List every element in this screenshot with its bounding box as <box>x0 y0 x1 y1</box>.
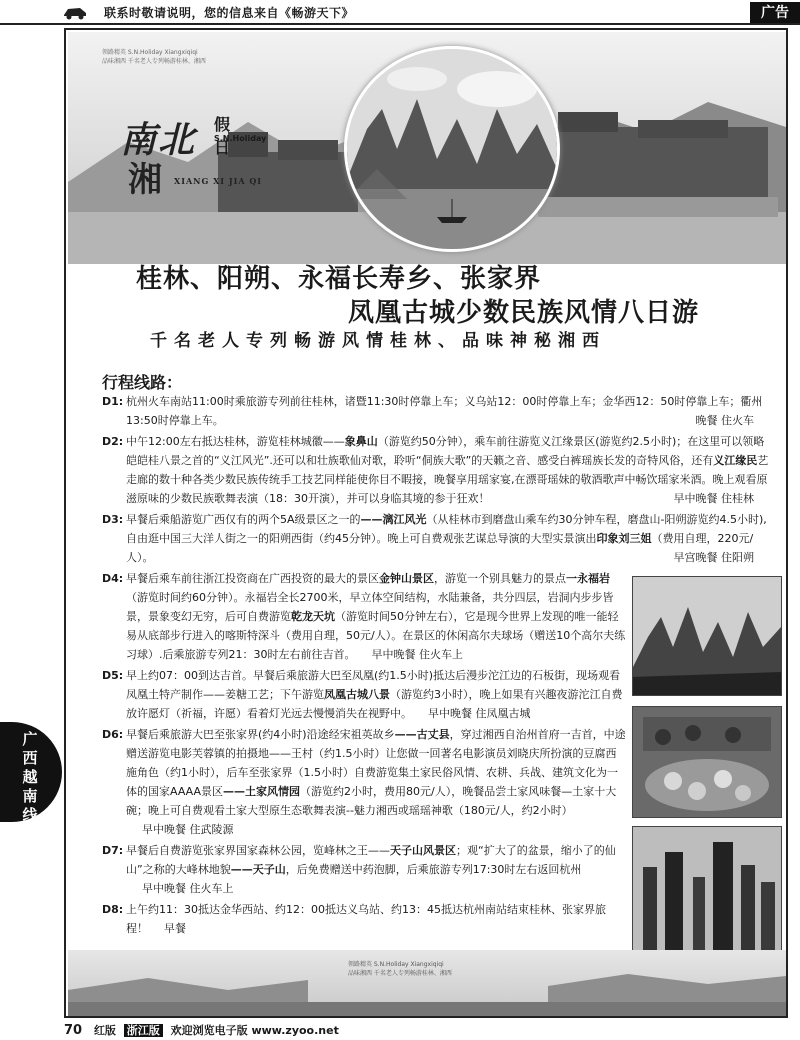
page-number: 70 <box>64 1023 83 1038</box>
route-heading: 行程线路： <box>102 373 183 392</box>
banner-brand: 领路精英 S.N.Holiday Xiangxiqiqi 品味湘西 千名老人专列畅游桂林、湘西 <box>102 49 206 65</box>
top-bar <box>0 0 800 24</box>
side-tab-label: 广西越南线 <box>22 730 38 824</box>
highlight-attraction: 义江缘民 <box>713 454 758 467</box>
top-divider <box>0 23 800 25</box>
car-logo-icon <box>62 4 88 20</box>
day-label: D6: <box>102 728 124 741</box>
day-text: 早餐后乘船游览广西仅有的两个5A级景区之一的 <box>126 513 361 526</box>
title-line-2: 凤凰古城少数民族风情八日游 <box>348 298 700 328</box>
banner-logo-xiang <box>128 152 263 201</box>
itinerary-day <box>102 432 774 508</box>
bottom-bar <box>64 1022 339 1038</box>
day-text: 艺走廊的数十种各类少数民族传统手工技艺同样能使你目不暇接，晚餐享用瑶家宴,在漂哥瑶妹的敬酒歌声中畅饮瑶家米酒。晚上观看原滋原味的少数民族歌舞表演（18：30开演），并可以身临其境的参于狂欢！ <box>126 454 769 505</box>
ad-label: 广告 <box>750 2 800 24</box>
logo-holiday-en: S.N.Holiday <box>214 134 267 143</box>
day-text: （游览时间50分钟左右），它是现今世界上发现的唯一能轻易从底部步行进入的喀斯特深斗（费用自理，50元/人）。在景区的休闲高尔夫球场（赠送10个高尔夫练习球）.后乘旅游专列21：30时左右前往吉首。 <box>126 610 626 661</box>
day-text: 上午约11：30抵达金华西站、约12：00抵达义乌站、约13：45抵达杭州南站结束桂林、张家界旅程！ <box>126 903 606 935</box>
meal-lodging: 早餐 <box>164 922 186 935</box>
itinerary-day <box>102 666 626 723</box>
logo-xiang-en: XIANG XI JIA QI <box>174 176 263 186</box>
itinerary-day <box>102 392 774 430</box>
subtitle: 千名老人专列畅游风情桂林、品味神秘湘西 <box>150 331 606 351</box>
province-label: 浙江版 <box>124 1024 163 1037</box>
highlight-attraction: 印象刘三姐 <box>596 532 652 545</box>
day-label: D8: <box>102 903 124 916</box>
ad-frame <box>64 28 788 1018</box>
tianzi-mountain-photo <box>632 826 782 956</box>
meal-lodging: 早中晚餐 住桂林 <box>673 492 754 505</box>
highlight-attraction: ——古丈县 <box>394 728 450 741</box>
lijiang-oval-photo <box>344 46 560 252</box>
footer-brand: 领路精英 S.N.Holiday Xiangxiqiqi 品味湘西 千名老人专列畅游桂林、湘西 <box>348 961 452 977</box>
meal-lodging: 早中晚餐 住凤凰古城 <box>428 707 531 720</box>
meal-lodging: 早中晚餐 住火车上 <box>142 882 234 895</box>
highlight-attraction: ——天子山 <box>230 863 286 876</box>
day-text: （游览约50分钟），乘车前往游览义江缘景区(游览约2.5小时)；在这里可以领略皑皑桂八景之首的“义江风光”.还可以和壮族歌仙对歌，聆听“侗族大歌”的天籁之音、感受白裤瑶族长发的奇特风俗，还有 <box>126 435 765 467</box>
contact-notice: 联系时敬请说明，您的信息来自《畅游天下》 <box>104 6 355 20</box>
section-side-tab <box>0 722 62 822</box>
day-text: （游览时间约60分钟）。永福岩全长2700米，早立体空间结构，水陆兼备，共分四层，岩洞内步步皆景，景象变幻无穷，后可自费游览 <box>126 591 614 623</box>
day-text: ；观“扩大了的盆景，缩小了的仙山”之称的大峰林地貌 <box>126 844 616 876</box>
logo-nanbei: 南北 <box>120 119 197 161</box>
highlight-attraction: ——漓江风光 <box>360 513 427 526</box>
logo-holiday: 假日 <box>214 115 231 157</box>
karst-mountain-photo <box>632 576 782 696</box>
day-label: D5: <box>102 669 124 682</box>
day-text: 早上约07：00到达吉首。早餐后乘旅游大巴至凤凰(约1.5小时)抵达后漫步沱江边的石板街，现场观看凤凰土特产制作——姜糖工艺；下午游览 <box>126 669 621 701</box>
itinerary-day <box>102 725 626 839</box>
day-label: D3: <box>102 513 124 526</box>
highlight-attraction: 一永福岩 <box>566 572 610 585</box>
day-text: 早餐后乘车前往浙江投资商在广西投资的最大的景区 <box>126 572 379 585</box>
day-text: ，后免费赠送中药泡脚，后乘旅游专列17:30时左右返回杭州 <box>285 863 582 876</box>
highlight-attraction: 天子山风景区 <box>390 844 456 857</box>
itinerary-day <box>102 900 626 938</box>
highlight-attraction: 乾龙天坑 <box>291 610 335 623</box>
meal-lodging: 晚餐 住火车 <box>695 414 754 427</box>
highlight-attraction: 象鼻山 <box>344 435 378 448</box>
day-label: D1: <box>102 395 124 408</box>
meal-lodging: 早宫晚餐 住阳朔 <box>673 551 754 564</box>
slogan: 欢迎浏览电子版 www.zyoo.net <box>170 1024 339 1037</box>
day-label: D4: <box>102 572 124 585</box>
itinerary-day <box>102 510 774 567</box>
day-text: 杭州火车南站11:00时乘旅游专列前往桂林，诸暨11:30时停靠上车；义乌站12：00时停靠上车；金华西12：50时停靠上车；衢州13:50时停靠上车。 <box>126 395 763 427</box>
meal-lodging: 早中晚餐 住武陵源 <box>142 823 234 836</box>
day-text: 早餐后乘旅游大巴至张家界(约4小时)沿途经宋祖英故乡 <box>126 728 395 741</box>
day-label: D2: <box>102 435 124 448</box>
highlight-attraction: 凤凰古城八景 <box>324 688 390 701</box>
day-text: 早餐后自费游览张家界国家森林公园，览峰林之王—— <box>126 844 390 857</box>
day-text: （游览约2小时，费用80元/人），晚餐品尝土家风味餐—土家十大碗；晚上可自费观看土家大型原生态歌舞表演--魅力湘西或瑶瑶神歌（180元/人，约2小时） <box>126 785 617 817</box>
itinerary-day <box>102 841 626 898</box>
day-text: 中午12:00左右抵达桂林，游览桂林城徽—— <box>126 435 345 448</box>
itinerary-day <box>102 569 626 664</box>
day-label: D7: <box>102 844 124 857</box>
title-line-1: 桂林、阳朔、永福长寿乡、张家界 <box>136 264 542 294</box>
edition-label: 红版 <box>93 1024 116 1037</box>
day-text: ，穿过湘西自治州首府一吉首，中途赠送游览电影芙蓉镇的拍摄地——王村（约1.5小时）让您做一回著名电影演员刘晓庆所扮演的豆腐西施角色（约1小时），后车至张家界（1.5小时）自费游览集土家民俗风情、农耕、兵战、建筑文化为一体的国家AAAA景区 <box>126 728 626 798</box>
highlight-attraction: 金钟山景区 <box>379 572 434 585</box>
highlight-attraction: ——土家风情园 <box>223 785 301 798</box>
meal-lodging: 早中晚餐 住火车上 <box>371 648 463 661</box>
footer-banner <box>68 950 786 1016</box>
day-text: （费用自理，220元/人）。 <box>126 532 754 564</box>
local-feast-photo <box>632 706 782 818</box>
banner <box>68 32 786 264</box>
day-text: （游览约3小时），晚上如果有兴趣夜游沱江自费放许愿灯（祈福，许愿）看着灯光远去慢慢消失在视野中。 <box>126 688 623 720</box>
day-text: ，游览一个别具魅力的景点 <box>434 572 566 585</box>
day-text: （从桂林市到磨盘山乘车约30分钟车程，磨盘山-阳朔游览约4.5小时),自由逛中国三大洋人街之一的阳朔西街（约45分钟）。晚上可自费观张艺谋总导演的大型实景演出 <box>126 513 767 545</box>
logo-xiang: 湘 <box>128 160 162 200</box>
